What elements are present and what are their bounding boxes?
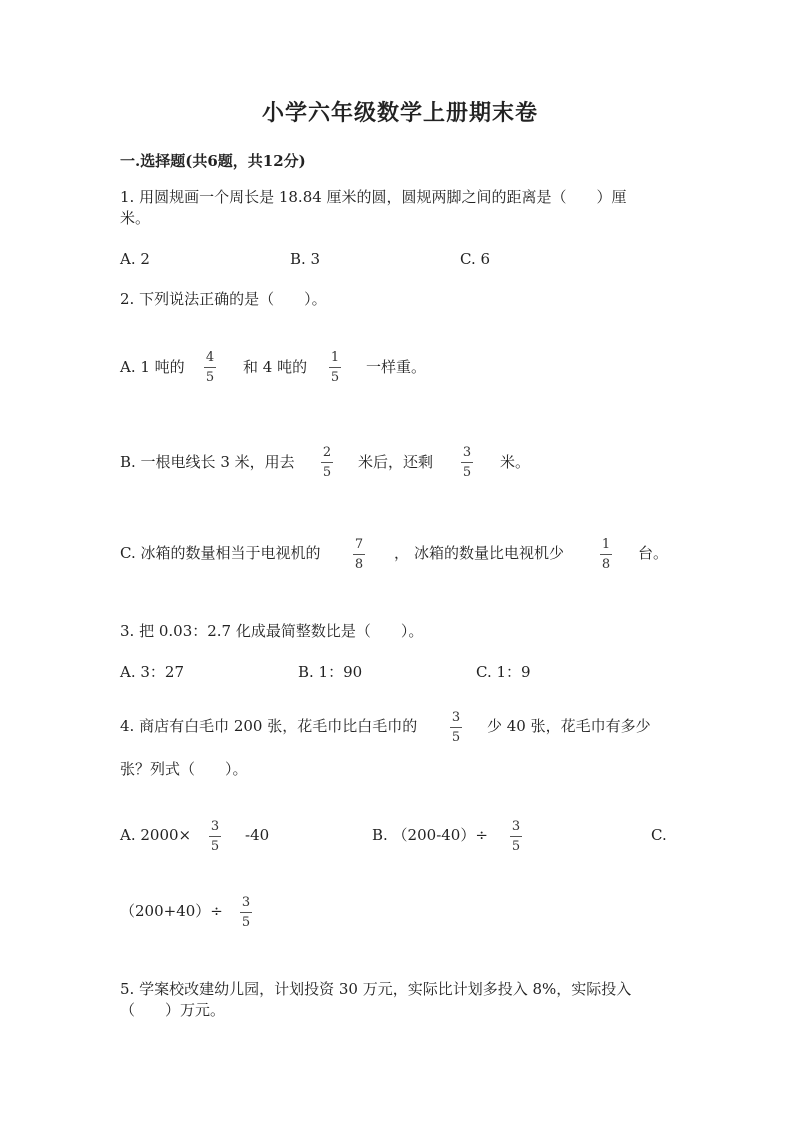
question-5-stem: 5. 学案校改建幼儿园，计划投资 30 万元，实际比计划多投入 8%，实际投入 <box>120 980 632 998</box>
fraction <box>240 895 252 930</box>
denominator: 5 <box>241 915 251 930</box>
question-1-option-b[interactable]: B. 3 <box>290 250 321 268</box>
numerator: 2 <box>322 445 332 460</box>
numerator: 7 <box>354 537 364 552</box>
fraction <box>209 819 221 854</box>
option-b-text-3: 米。 <box>500 453 531 471</box>
option-a-text-3: 一样重。 <box>366 358 427 376</box>
option-c-label: C. <box>651 826 667 844</box>
question-3-option-a[interactable]: A. 3：27 <box>120 663 184 681</box>
option-c-text-3: 台。 <box>638 544 669 562</box>
option-c-text-1: （200+40）÷ <box>120 902 223 920</box>
fraction <box>329 350 341 385</box>
page-title: 小学六年级数学上册期末卷 <box>261 100 538 126</box>
numerator: 3 <box>210 819 220 834</box>
option-a-text-2: -40 <box>245 826 270 844</box>
numerator: 3 <box>451 710 461 725</box>
option-c-text-2: 冰箱的数量比电视机少 <box>414 544 565 562</box>
question-3-option-c[interactable]: C. 1：9 <box>476 663 531 681</box>
question-2-stem: 2. 下列说法正确的是（ ）。 <box>120 290 327 308</box>
numerator: 3 <box>511 819 521 834</box>
option-c-text-1: C. 冰箱的数量相当于电视机的 <box>120 544 321 562</box>
numerator: 4 <box>205 350 215 365</box>
option-a-text-1: A. 1 吨的 <box>120 358 185 376</box>
option-b-text-1: B. （200-40）÷ <box>372 826 488 844</box>
option-a-text-1: A. 2000× <box>120 826 192 844</box>
numerator: 3 <box>241 895 251 910</box>
numerator: 1 <box>330 350 340 365</box>
option-b-text-1: B. 一根电线长 3 米，用去 <box>120 453 295 471</box>
denominator: 5 <box>205 370 215 385</box>
denominator: 5 <box>210 839 220 854</box>
question-4-stem: 4. 商店有白毛巾 200 张，花毛巾比白毛巾的 <box>120 717 418 735</box>
numerator: 1 <box>601 537 611 552</box>
option-b-text-2: 米后，还剩 <box>358 453 434 471</box>
question-1-option-c[interactable]: C. 6 <box>460 250 491 268</box>
denominator: 5 <box>511 839 521 854</box>
option-a-text-2: 和 4 吨的 <box>243 358 308 376</box>
fraction <box>600 537 612 572</box>
fraction <box>510 819 522 854</box>
denominator: 5 <box>330 370 340 385</box>
question-5-stem-cont: （ ）万元。 <box>120 1001 226 1019</box>
denominator: 8 <box>354 557 364 572</box>
denominator: 8 <box>601 557 611 572</box>
question-4-stem-line2: 张？列式（ ）。 <box>120 760 248 778</box>
question-1-option-a[interactable]: A. 2 <box>120 250 150 268</box>
question-3-option-b[interactable]: B. 1：90 <box>298 663 363 681</box>
fraction <box>204 350 216 385</box>
denominator: 5 <box>451 730 461 745</box>
question-1-stem-cont: 米。 <box>120 209 151 227</box>
question-3-stem: 3. 把 0.03：2.7 化成最简整数比是（ ）。 <box>120 622 424 640</box>
fraction <box>321 445 333 480</box>
section-heading: 一.选择题(共6题，共12分) <box>120 152 306 170</box>
question-4-stem-cont: 少 40 张，花毛巾有多少 <box>487 717 651 735</box>
denominator: 5 <box>322 465 332 480</box>
denominator: 5 <box>462 465 472 480</box>
fraction <box>461 445 473 480</box>
fraction <box>353 537 365 572</box>
option-c-comma: ， <box>394 544 410 562</box>
numerator: 3 <box>462 445 472 460</box>
fraction <box>450 710 462 745</box>
question-1-stem: 1. 用圆规画一个周长是 18.84 厘米的圆，圆规两脚之间的距离是（ ）厘 <box>120 188 627 206</box>
